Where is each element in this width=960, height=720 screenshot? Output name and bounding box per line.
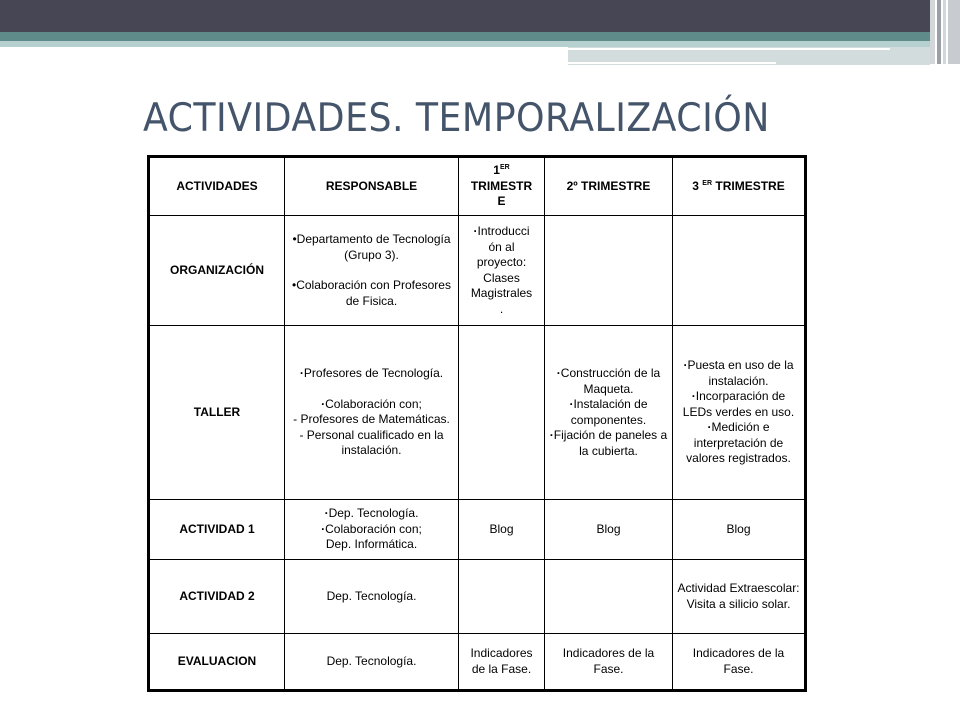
cell-trimestre-2: Indicadores de la Fase.	[545, 634, 673, 691]
header-band-teal	[0, 32, 930, 41]
cell-trimestre-3: Actividad Extraescolar: Visita a silicio solar.	[673, 560, 806, 634]
cell-trimestre-1: Indicadores de la Fase.	[459, 634, 545, 691]
cell-trimestre-2: · Construcción de la Maqueta. · Instalación de componentes. · Fijación de paneles a la cubierta.	[545, 326, 673, 500]
cell-trimestre-3	[673, 216, 806, 326]
cell-responsable: · Dep. Tecnología. · Colaboración con; Dep. Informática.	[285, 500, 459, 560]
cell-trimestre-3: Indicadores de la Fase.	[673, 634, 806, 691]
table-row-evaluacion	[149, 634, 806, 691]
header-trimestre-1: 1ER TRIMESTR E	[459, 157, 545, 216]
cell-trimestre-2: Blog	[545, 500, 673, 560]
row-label: ORGANIZACIÓN	[149, 216, 285, 326]
header-responsable: RESPONSABLE	[285, 157, 459, 216]
cell-responsable: · Profesores de Tecnología. · Colaboración con; - Profesores de Matemáticas. - Personal cualificado en la instalación.	[285, 326, 459, 500]
slide-title: ACTIVIDADES. TEMPORALIZACIÓN	[143, 96, 770, 141]
table-row-actividad-1	[149, 500, 806, 560]
table-row-taller	[149, 326, 806, 500]
cell-trimestre-1	[459, 326, 545, 500]
row-label: ACTIVIDAD 1	[149, 500, 285, 560]
header-edge	[930, 0, 935, 64]
row-label: EVALUACION	[149, 634, 285, 691]
table-row-organizacion	[149, 216, 806, 326]
table-header-row	[149, 157, 806, 216]
row-label: TALLER	[149, 326, 285, 500]
header-edge	[948, 0, 960, 64]
row-label: ACTIVIDAD 2	[149, 560, 285, 634]
cell-trimestre-1: Blog	[459, 500, 545, 560]
cell-trimestre-2	[545, 560, 673, 634]
cell-trimestre-1: · Introducci ón al proyecto: Clases Magistrales .	[459, 216, 545, 326]
table-row-actividad-2	[149, 560, 806, 634]
header-line	[568, 62, 776, 64]
cell-trimestre-3: Blog	[673, 500, 806, 560]
header-edge	[943, 0, 946, 64]
cell-responsable: Dep. Tecnología.	[285, 560, 459, 634]
header-band-dark	[0, 0, 930, 32]
cell-trimestre-1	[459, 560, 545, 634]
header-line	[568, 48, 890, 50]
cell-trimestre-3: · Puesta en uso de la instalación. · Incorparación de LEDs verdes en uso. · Medición e interpretación de valores registrados.	[673, 326, 806, 500]
cell-responsable: Dep. Tecnología.	[285, 634, 459, 691]
cell-trimestre-2	[545, 216, 673, 326]
cell-responsable: • Departamento de Tecnología (Grupo 3). • Colaboración con Profesores de Fisica.	[285, 216, 459, 326]
header-edge	[937, 0, 941, 64]
header-trimestre-3: 3 $^{ER}$ TRIMESTRE	[673, 157, 806, 216]
header-actividades: ACTIVIDADES	[149, 157, 285, 216]
schedule-table	[147, 155, 807, 692]
header-trimestre-2: 2º TRIMESTRE	[545, 157, 673, 216]
